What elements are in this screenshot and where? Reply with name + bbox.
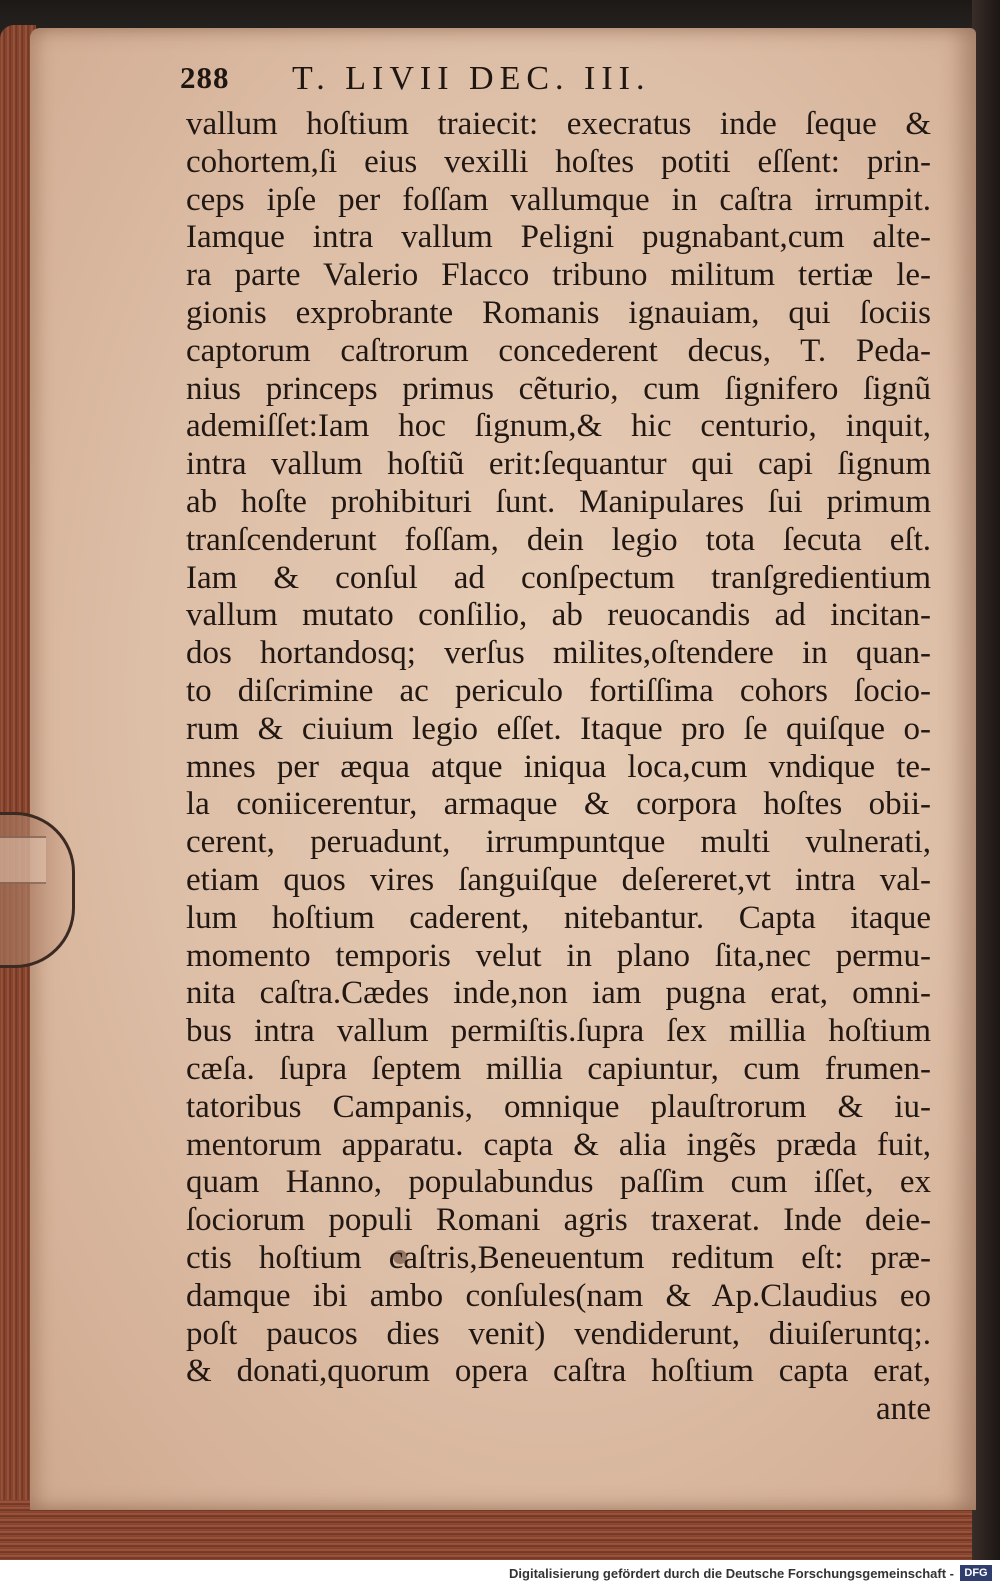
text-line: momento temporis velut in plano ſita,nec permu- — [186, 937, 931, 974]
catchword: ante — [876, 1391, 931, 1428]
text-line: mentorum apparatu. capta & alia ingẽs præda fuit, — [186, 1126, 931, 1163]
dfg-logo: DFG — [960, 1565, 992, 1581]
text-line: etiam quos vires ſanguiſque deſereret,vt intra val- — [186, 861, 931, 898]
text-line: to diſcrimine ac periculo fortiſſima cohors ſocio- — [186, 672, 931, 709]
text-line: rum & ciuium legio eſſet. Itaque pro ſe quiſque o- — [186, 710, 931, 747]
text-line: lum hoſtium caderent, nitebantur. Capta itaque — [186, 899, 931, 936]
text-line: mnes per æqua atque iniqua loca,cum vndique te- — [186, 748, 931, 785]
text-line: cerent, peruadunt, irrumpuntque multi vulnerati, — [186, 824, 931, 861]
text-line: dos hortandosq; verſus milites,oſtendere in quan- — [186, 635, 931, 672]
text-line: Iam & conſul ad conſpectum tranſgredientium — [186, 559, 931, 596]
text-line: damque ibi ambo conſules(nam & Ap.Claudius eo — [186, 1277, 931, 1314]
text-line: ab hoſte prohibituri ſunt. Manipulares ſui primum — [186, 483, 931, 520]
text-line: captorum caſtrorum concederent decus, T. Peda- — [186, 332, 931, 369]
running-title: T. LIVII DEC. III. — [292, 60, 651, 97]
text-line: gionis exprobrante Romanis ignauiam, qui ſociis — [186, 294, 931, 331]
text-line: tatoribus Campanis, omnique plauſtrorum & iu- — [186, 1088, 931, 1125]
text-line: nita caſtra.Cædes inde,non iam pugna erat, omni- — [186, 975, 931, 1012]
text-line: nius princeps primus cẽturio, cum ſignifero ſignũ — [186, 370, 931, 407]
text-line: ceps ipſe per foſſam vallumque in caſtra irrumpit. — [186, 181, 931, 218]
gutter-shadow — [972, 0, 1000, 1560]
text-line: Iamque intra vallum Peligni pugnabant,cum alte- — [186, 219, 931, 256]
clasp-band — [0, 836, 46, 884]
text-line: ſociorum populi Romani agris traxerat. Inde deie- — [186, 1202, 931, 1239]
text-line: quam Hanno, populabundus paſſim cum iſſet, ex — [186, 1164, 931, 1201]
page-number: 288 — [180, 60, 230, 95]
text-line: la coniicerentur, armaque & corpora hoſtes obii- — [186, 786, 931, 823]
text-line: ra parte Valerio Flacco tribuno militum tertiæ le- — [186, 257, 931, 294]
text-line: bus intra vallum permiſtis.ſupra ſex millia hoſtium — [186, 1013, 931, 1050]
text-line: ctis hoſtium caſtris,Beneuentum reditum eſt: præ- — [186, 1239, 931, 1276]
text-line: tranſcenderunt foſſam, dein legio tota ſecuta eſt. — [186, 521, 931, 558]
running-head — [180, 60, 840, 100]
text-line: ademiſſet:Iam hoc ſignum,& hic centurio, inquit, — [186, 408, 931, 445]
text-line: vallum mutato conſilio, ab reuocandis ad incitan- — [186, 597, 931, 634]
attribution-text: Digitalisierung gefördert durch die Deutsche Forschungsgemeinschaft - — [509, 1566, 954, 1581]
text-line: cohortem,ſi eius vexilli hoſtes potiti eſſent: prin- — [186, 143, 931, 180]
text-line: poſt paucos dies venit) vendiderunt, diuiſeruntq;. — [186, 1315, 931, 1352]
text-line: intra vallum hoſtiũ erit:ſequantur qui capi ſignum — [186, 446, 931, 483]
text-line: & donati,quorum opera caſtra hoſtium capta erat, — [186, 1353, 931, 1390]
body-text — [186, 106, 931, 1429]
text-line: vallum hoſtium traiecit: execratus inde ſeque & — [186, 106, 931, 142]
text-line: cæſa. ſupra ſeptem millia capiuntur, cum frumen- — [186, 1050, 931, 1087]
